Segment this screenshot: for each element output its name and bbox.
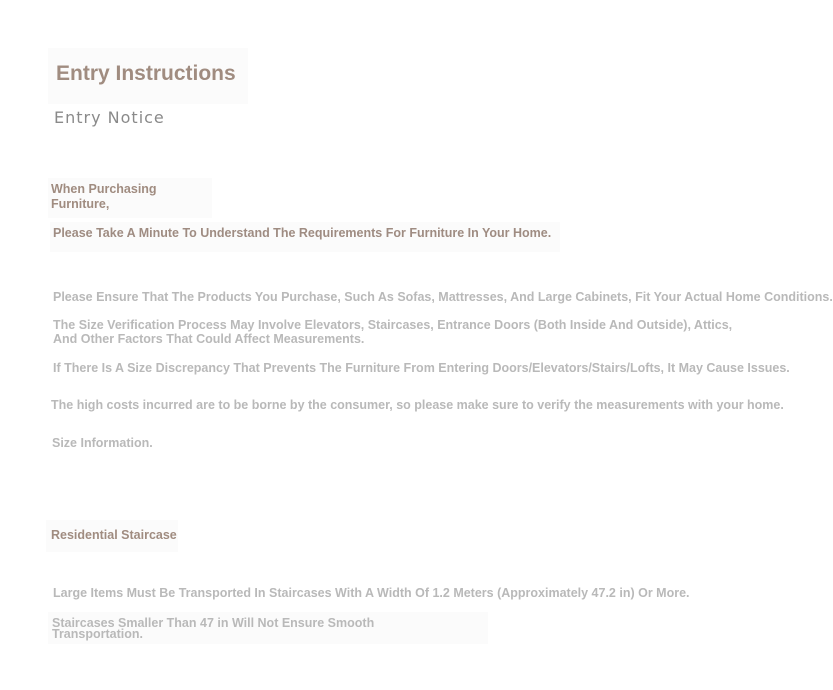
staircase-warning-text: Staircases Smaller Than 47 in Will Not Ensure Smooth Transportation. <box>52 616 375 641</box>
paragraph-size-verification: The Size Verification Process May Involve Elevators, Staircases, Entrance Doors (Both Inside And Outside), Attics, And Other Factors That Could Affect Measurements. <box>53 318 733 346</box>
intro-lead: When Purchasing Furniture, <box>48 178 212 218</box>
paragraph-fit-conditions: Please Ensure That The Products You Purchase, Such As Sofas, Mattresses, And Large Cabinets, Fit Your Actual Home Conditions. <box>53 290 833 304</box>
page-title: Entry Instructions <box>48 48 248 104</box>
page-subtitle: Entry Notice <box>54 108 165 127</box>
staircase-requirement: Large Items Must Be Transported In Staircases With A Width Of 1.2 Meters (Approximately 47.2 in) Or More. <box>53 586 690 600</box>
paragraph-costs: The high costs incurred are to be borne by the consumer, so please make sure to verify the measurements with your home. <box>51 398 784 412</box>
paragraph-size-discrepancy: If There Is A Size Discrepancy That Prevents The Furniture From Entering Doors/Elevators/Stairs/Lofts, It May Cause Issues. <box>53 361 790 375</box>
staircase-warning <box>48 612 488 644</box>
section-heading-staircase: Residential Staircase <box>46 520 178 552</box>
paragraph-size-information: Size Information. <box>52 436 153 450</box>
intro-lead-2: Please Take A Minute To Understand The Requirements For Furniture In Your Home. <box>50 222 560 252</box>
